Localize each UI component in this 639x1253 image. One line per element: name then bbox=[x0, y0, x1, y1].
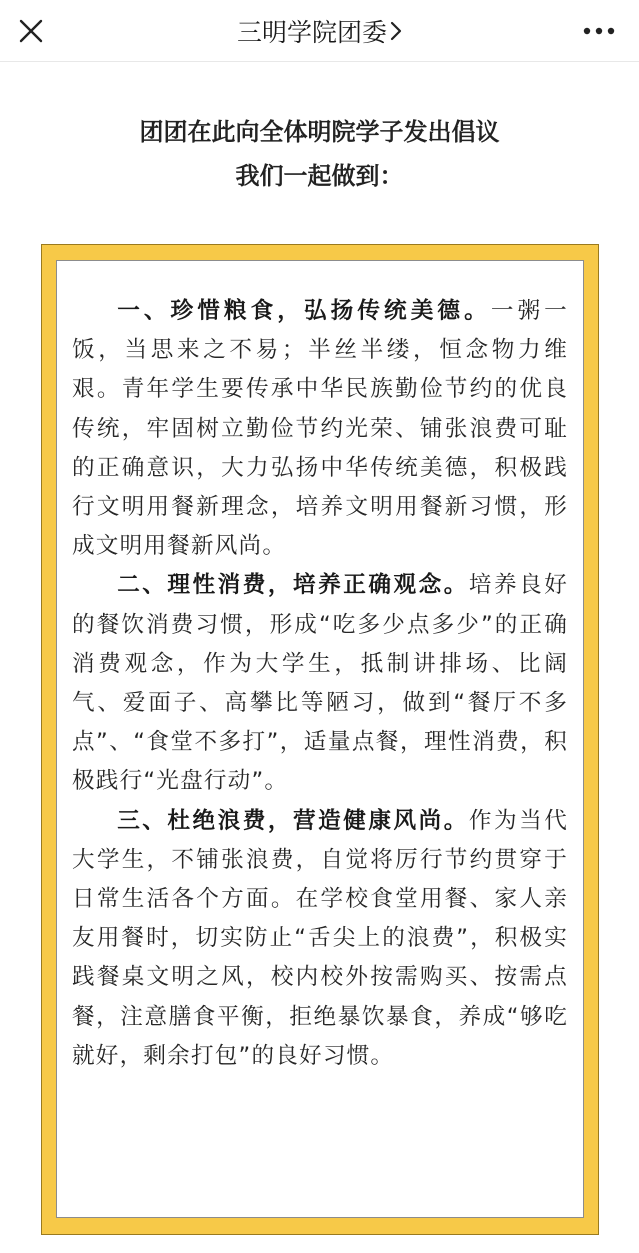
paragraph-lead: 二、理性消费，培养正确观念。 bbox=[117, 572, 469, 599]
paragraph-lead: 三、杜绝浪费，营造健康风尚。 bbox=[117, 807, 469, 834]
paragraph-lead: 一、珍惜粮食，弘扬传统美德。 bbox=[117, 298, 491, 324]
paragraph-text: 作为当代大学生，不铺张浪费，自觉将厉行节约贯穿于日常生活各个方面。在学校食堂用餐、家人亲友用餐时，切实防止“舌尖上的浪费”，积极实践餐桌文明之风，校内校外按需购买、按需点餐，注意膳食平衡，拒绝暴饮暴食，养成“够吃就好，剩余打包”的良好习惯。 bbox=[72, 807, 568, 1069]
account-title-link[interactable] bbox=[120, 12, 520, 50]
close-button[interactable] bbox=[14, 14, 48, 48]
page-title: 三明学院团委 bbox=[236, 18, 387, 47]
paragraph-2 bbox=[72, 566, 568, 801]
close-icon bbox=[18, 18, 44, 44]
more-button[interactable] bbox=[577, 16, 621, 46]
article-heading bbox=[0, 110, 639, 198]
paragraph-3 bbox=[72, 802, 568, 1076]
heading-line-1: 团团在此向全体明院学子发出倡议 bbox=[139, 118, 500, 146]
top-navbar bbox=[0, 0, 639, 62]
article-body bbox=[72, 292, 568, 1076]
paragraph-text: 一粥一饭，当思来之不易；半丝半缕，恒念物力维艰。青年学生要传承中华民族勤俭节约的优良传统，牢固树立勤俭节约光荣、铺张浪费可耻的正确意识，大力弘扬中华传统美德，积极践行文明用餐新理念，培养文明用餐新习惯，形成文明用餐新风尚。 bbox=[72, 298, 568, 560]
more-dots-icon bbox=[582, 26, 616, 36]
chevron-right-icon bbox=[389, 20, 403, 42]
paragraph-text: 培养良好的餐饮消费习惯，形成“吃多少点多少”的正确消费观念，作为大学生，抵制讲排场、比阔气、爱面子、高攀比等陋习，做到“餐厅不多点”、“食堂不多打”，适量点餐，理性消费，积极践行“光盘行动”。 bbox=[72, 572, 568, 795]
paragraph-1 bbox=[72, 292, 568, 566]
heading-line-2: 我们一起做到： bbox=[235, 162, 404, 190]
